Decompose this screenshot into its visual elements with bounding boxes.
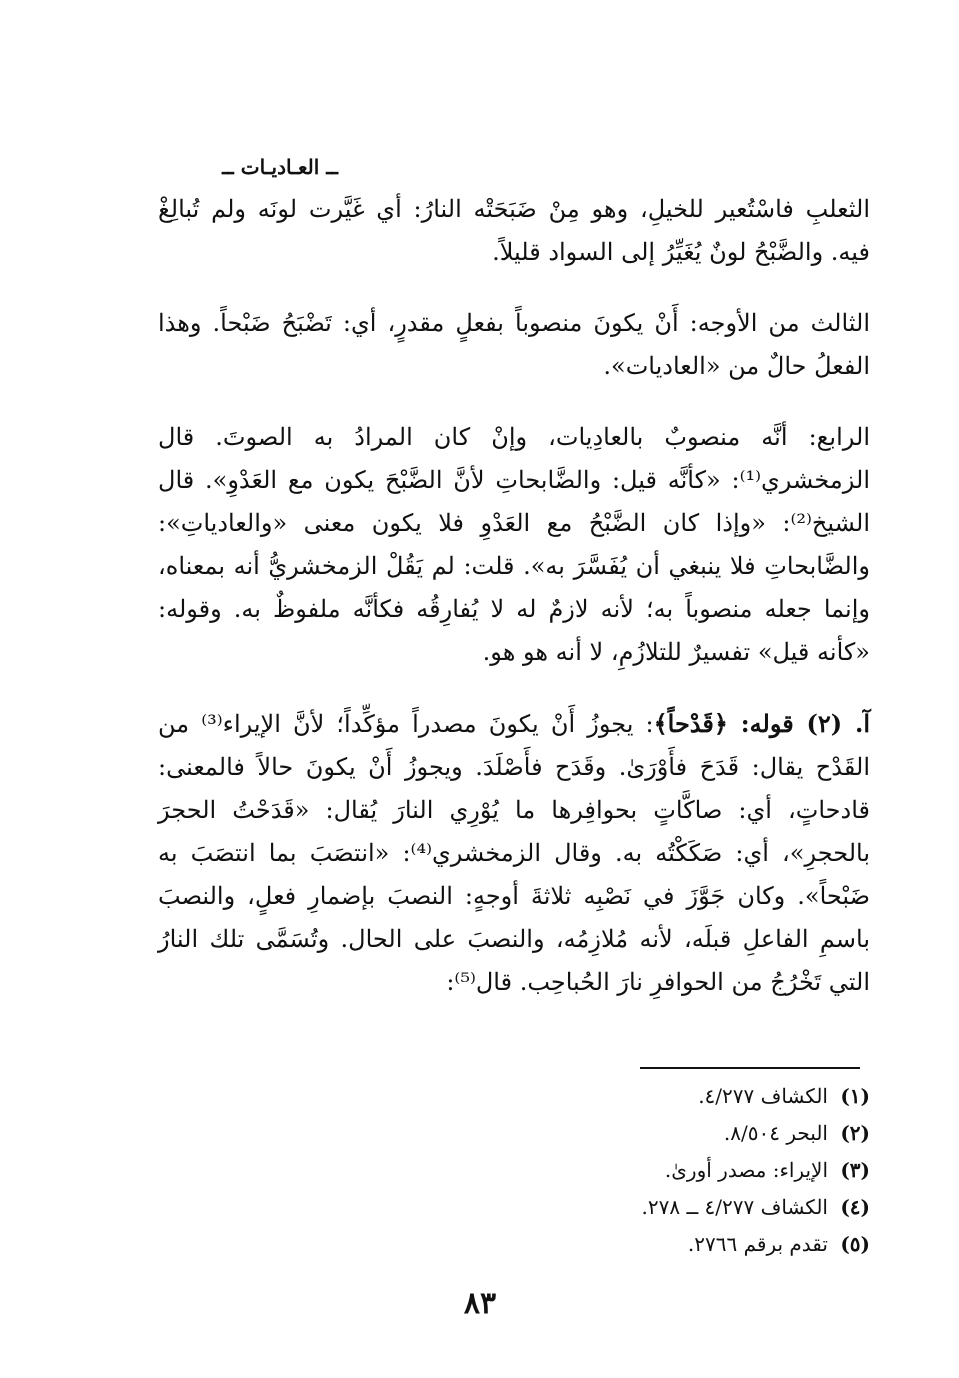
verse-label: آ. (٢) قوله: ﴿قَدْحاً﴾ <box>653 709 870 738</box>
paragraph-1: الثعلبِ فاسْتُعير للخيلِ، وهو مِنْ ضَبَحَتْه النارُ: أي غَيَّرت لونَه ولم تُبالِغْ فيه. والضَّبْحُ لونٌ يُغَيِّرُ إلى السواد قليلاً. <box>158 195 870 266</box>
footnote-text: تقدم برقم ٢٧٦٦. <box>687 1232 828 1256</box>
paragraph-2: الثالث من الأوجه: أَنْ يكونَ منصوباً بفعلٍ مقدرٍ، أي: تَضْبَحُ ضَبْحاً. وهذا الفعلُ حالٌ من «العاديات». <box>158 309 870 380</box>
page-number: ٨٣ <box>463 1286 497 1321</box>
footnote-number: (٣) <box>840 1158 870 1182</box>
footnote-divider <box>640 1067 860 1069</box>
footnote-3 <box>560 1152 870 1189</box>
footnote-4 <box>560 1189 870 1226</box>
paragraph-4 <box>158 702 870 1004</box>
footnote-text: الكشاف ٤/٢٧٧ ــ ٢٧٨. <box>641 1195 828 1219</box>
footnote-number: (٢) <box>840 1121 870 1145</box>
paragraph-4-text: : يجوزُ أَنْ يكونَ مصدراً مؤكِّداً؛ لأنَّ الإيراء⁽³⁾ من القَدْح يقال: قَدَحَ فأَوْرَىٰ. وقَدَح فأَصْلَدَ. ويجوزُ أَنْ يكونَ حالاً فالمعنى: قادحاتٍ، أي: صاكَّاتٍ بحوافِرها ما يُوْرِي النارَ يُقال: «قَدَحْتُ الحجرَ بالحجرِ»، أي: صَكَكْتُه به. وقال الزمخشري⁽⁴⁾: «انتصَبَ بما انتصَبَ به ضَبْحاً». وكان جَوَّزَ في نَصْبِه ثلاثةَ أوجهٍ: النصبَ بإضمارِ فعلٍ، والنصبَ باسمِ الفاعلِ قبلَه، لأنه مُلازِمُه، والنصبَ على الحال. وتُسَمَّى تلك النارُ التي تَخْرُجُ من الحوافرِ نارَ الحُباحِب. قال⁽⁵⁾: <box>158 710 871 996</box>
footnotes <box>560 1078 870 1263</box>
footnote-5 <box>560 1226 870 1263</box>
footnote-1 <box>560 1078 870 1115</box>
footnote-number: (٥) <box>840 1232 870 1256</box>
main-text <box>158 188 870 1004</box>
footnote-text: الإيراء: مصدر أورىٰ. <box>664 1158 828 1182</box>
footnote-number: (١) <box>840 1084 870 1108</box>
footnote-number: (٤) <box>840 1195 870 1219</box>
footnote-text: البحر ٨/٥٠٤. <box>723 1121 828 1145</box>
footnote-text: الكشاف ٤/٢٧٧. <box>698 1084 828 1108</box>
paragraph-3: الرابع: أنَّه منصوبٌ بالعادِيات، وإنْ كان المرادُ به الصوتَ. قال الزمخشري⁽¹⁾: «كأنَّه قيل: والضَّابحاتِ لأنَّ الضَّبْحَ يكون مع العَدْوِ». قال الشيخ⁽²⁾: «وإذا كان الضَّبْحُ مع العَدْوِ فلا يكون معنى «والعادياتِ»: والضَّابحاتِ فلا ينبغي أن يُفَسَّرَ به». قلت: لم يَقُلْ الزمخشريُّ أنه بمعناه، وإنما جعله منصوباً به؛ لأنه لازمٌ له لا يُفارِقُه فكأنَّه ملفوظٌ به. وقوله: «كأنه قيل» تفسيرٌ للتلازُمِ، لا أنه هو هو. <box>158 423 870 666</box>
running-header: ــ العـاديـات ــ <box>222 155 338 179</box>
footnote-2 <box>560 1115 870 1152</box>
